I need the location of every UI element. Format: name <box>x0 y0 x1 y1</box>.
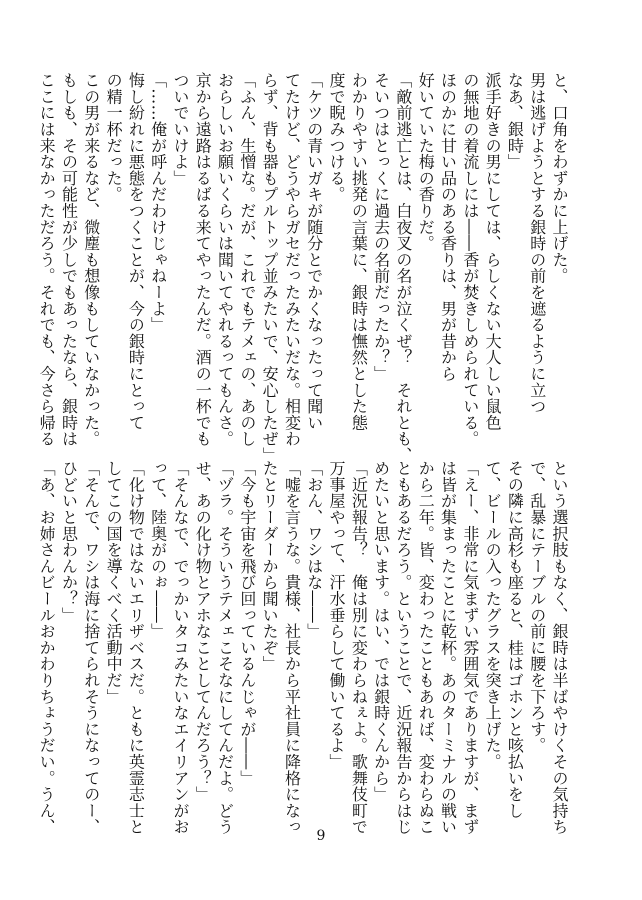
text-line: 「化け物ではないエリザベスだ。ともに英霊志士と <box>126 460 146 835</box>
text-block-bottom <box>37 460 570 835</box>
text-block-top <box>37 72 570 464</box>
text-line: 京から遠路はるばる来てやったんだ。酒の一杯でも <box>193 72 213 447</box>
text-line: で、乱暴にテーブルの前に腰を下ろす。 <box>527 460 547 754</box>
text-line: 「そんなで、でっかいタコみたいなエイリアンがお <box>170 460 190 835</box>
text-line: 度で睨みつける。 <box>327 72 347 203</box>
text-line: 「今も宇宙を飛び回っているんじゃが――」 <box>237 460 257 786</box>
text-line: 「ヅラ。そういうテメェこそなにしてんだよ。どう <box>215 460 235 835</box>
text-line: 「敵前逃亡とは、白夜叉の名が泣くぜ？ それとも、 <box>393 72 413 464</box>
text-line: の無地の着流しには――香が焚きしめられている。 <box>460 72 480 447</box>
text-line: てたけど、どうやらガセだったみたいだな。相変わ <box>282 72 302 447</box>
text-line: らず、背も器もプルトップ並みたいで、安心したぜ」 <box>260 72 280 464</box>
text-line: 「そんで、ワシは海に捨てられそうになってのー、 <box>81 460 101 835</box>
page-number: 9 <box>316 828 326 844</box>
text-line: ともあるだろう。ということで、近況報告からはじ <box>393 460 413 835</box>
text-line: この男が来るなど、微塵も想像もしていなかった。 <box>81 72 101 447</box>
text-line: たとリーダーから聞いたぞ」 <box>260 460 280 672</box>
text-line: おらしいお願いくらいは聞いてやれるってもんさ。 <box>215 72 235 447</box>
text-line: 好いていた梅の香りだ。 <box>416 72 436 252</box>
text-line: 「……俺が呼んだわけじゃねーよ」 <box>148 72 168 333</box>
text-line: という選択肢もなく、銀時は半ばやけくその気持ち <box>550 460 569 835</box>
text-line: と、口角をわずかに上げた。 <box>550 72 569 284</box>
text-line: 「嘘を言うな。貴様、社長から平社員に降格になっ <box>282 460 302 835</box>
text-line: 悔し紛れに悪態をつくことが、今の銀時にとって <box>126 72 146 431</box>
text-line: ほのかに甘い品のある香りは、男が昔から <box>438 72 458 382</box>
text-line: の精一杯だった。 <box>104 72 124 203</box>
text-line: せ、あの化け物とアホなことしてんだろう？」 <box>193 460 213 803</box>
text-line: 男は逃げようとする銀時の前を遮るように立つ <box>527 72 547 415</box>
text-line: わかりやすい挑発の言葉に、銀時は憮然とした態 <box>349 72 369 431</box>
text-line: もしも、その可能性が少しでもあったなら、銀時は <box>59 72 79 447</box>
text-line: 「おん、ワシはな――」 <box>304 460 324 640</box>
text-line: て、ビールの入ったグラスを突き上げた。 <box>483 460 503 770</box>
text-line: って、陸奥がのぉ――」 <box>148 460 168 640</box>
text-line: してこの国を導くべく活動中だ」 <box>104 460 124 705</box>
text-line: めたいと思います。はい、では銀時くんから」 <box>371 460 391 803</box>
text-line: 「あ、お姉さんビールおかわりちょうだい。うん、 <box>37 460 57 835</box>
text-line: は皆が集まったことに乾杯。あのターミナルの戦い <box>438 460 458 835</box>
text-line: そいつはとっくに過去の名前だったか？」 <box>371 72 391 382</box>
text-line: ついでいけよ」 <box>170 72 190 187</box>
text-line: 「ケツの青いガキが随分とでかくなったって聞い <box>304 72 324 431</box>
text-line: なあ、銀時」 <box>505 72 525 170</box>
text-line: 「近況報告？ 俺は別に変わらねぇよ。歌舞伎町で <box>349 460 369 835</box>
text-line: 万事屋やって、汗水垂らして働いてるよ」 <box>327 460 347 770</box>
text-line: その隣に高杉も座ると、桂はゴホンと咳払いをし <box>505 460 525 819</box>
text-line: 「えー、非常に気まずい雰囲気でありますが、まず <box>460 460 480 835</box>
text-line: から二年。皆、変わったこともあれば、変わらぬこ <box>416 460 436 835</box>
text-line: 「ふん、生憎な。だが、これでもテメェの、あのし <box>237 72 257 447</box>
text-line: ひどいと思わんか？」 <box>59 460 79 623</box>
text-line: ここには来なかっただろう。それでも、今さら帰る <box>37 72 57 447</box>
text-line: 派手好きの男にしては、らしくない大人しい鼠色 <box>483 72 503 431</box>
